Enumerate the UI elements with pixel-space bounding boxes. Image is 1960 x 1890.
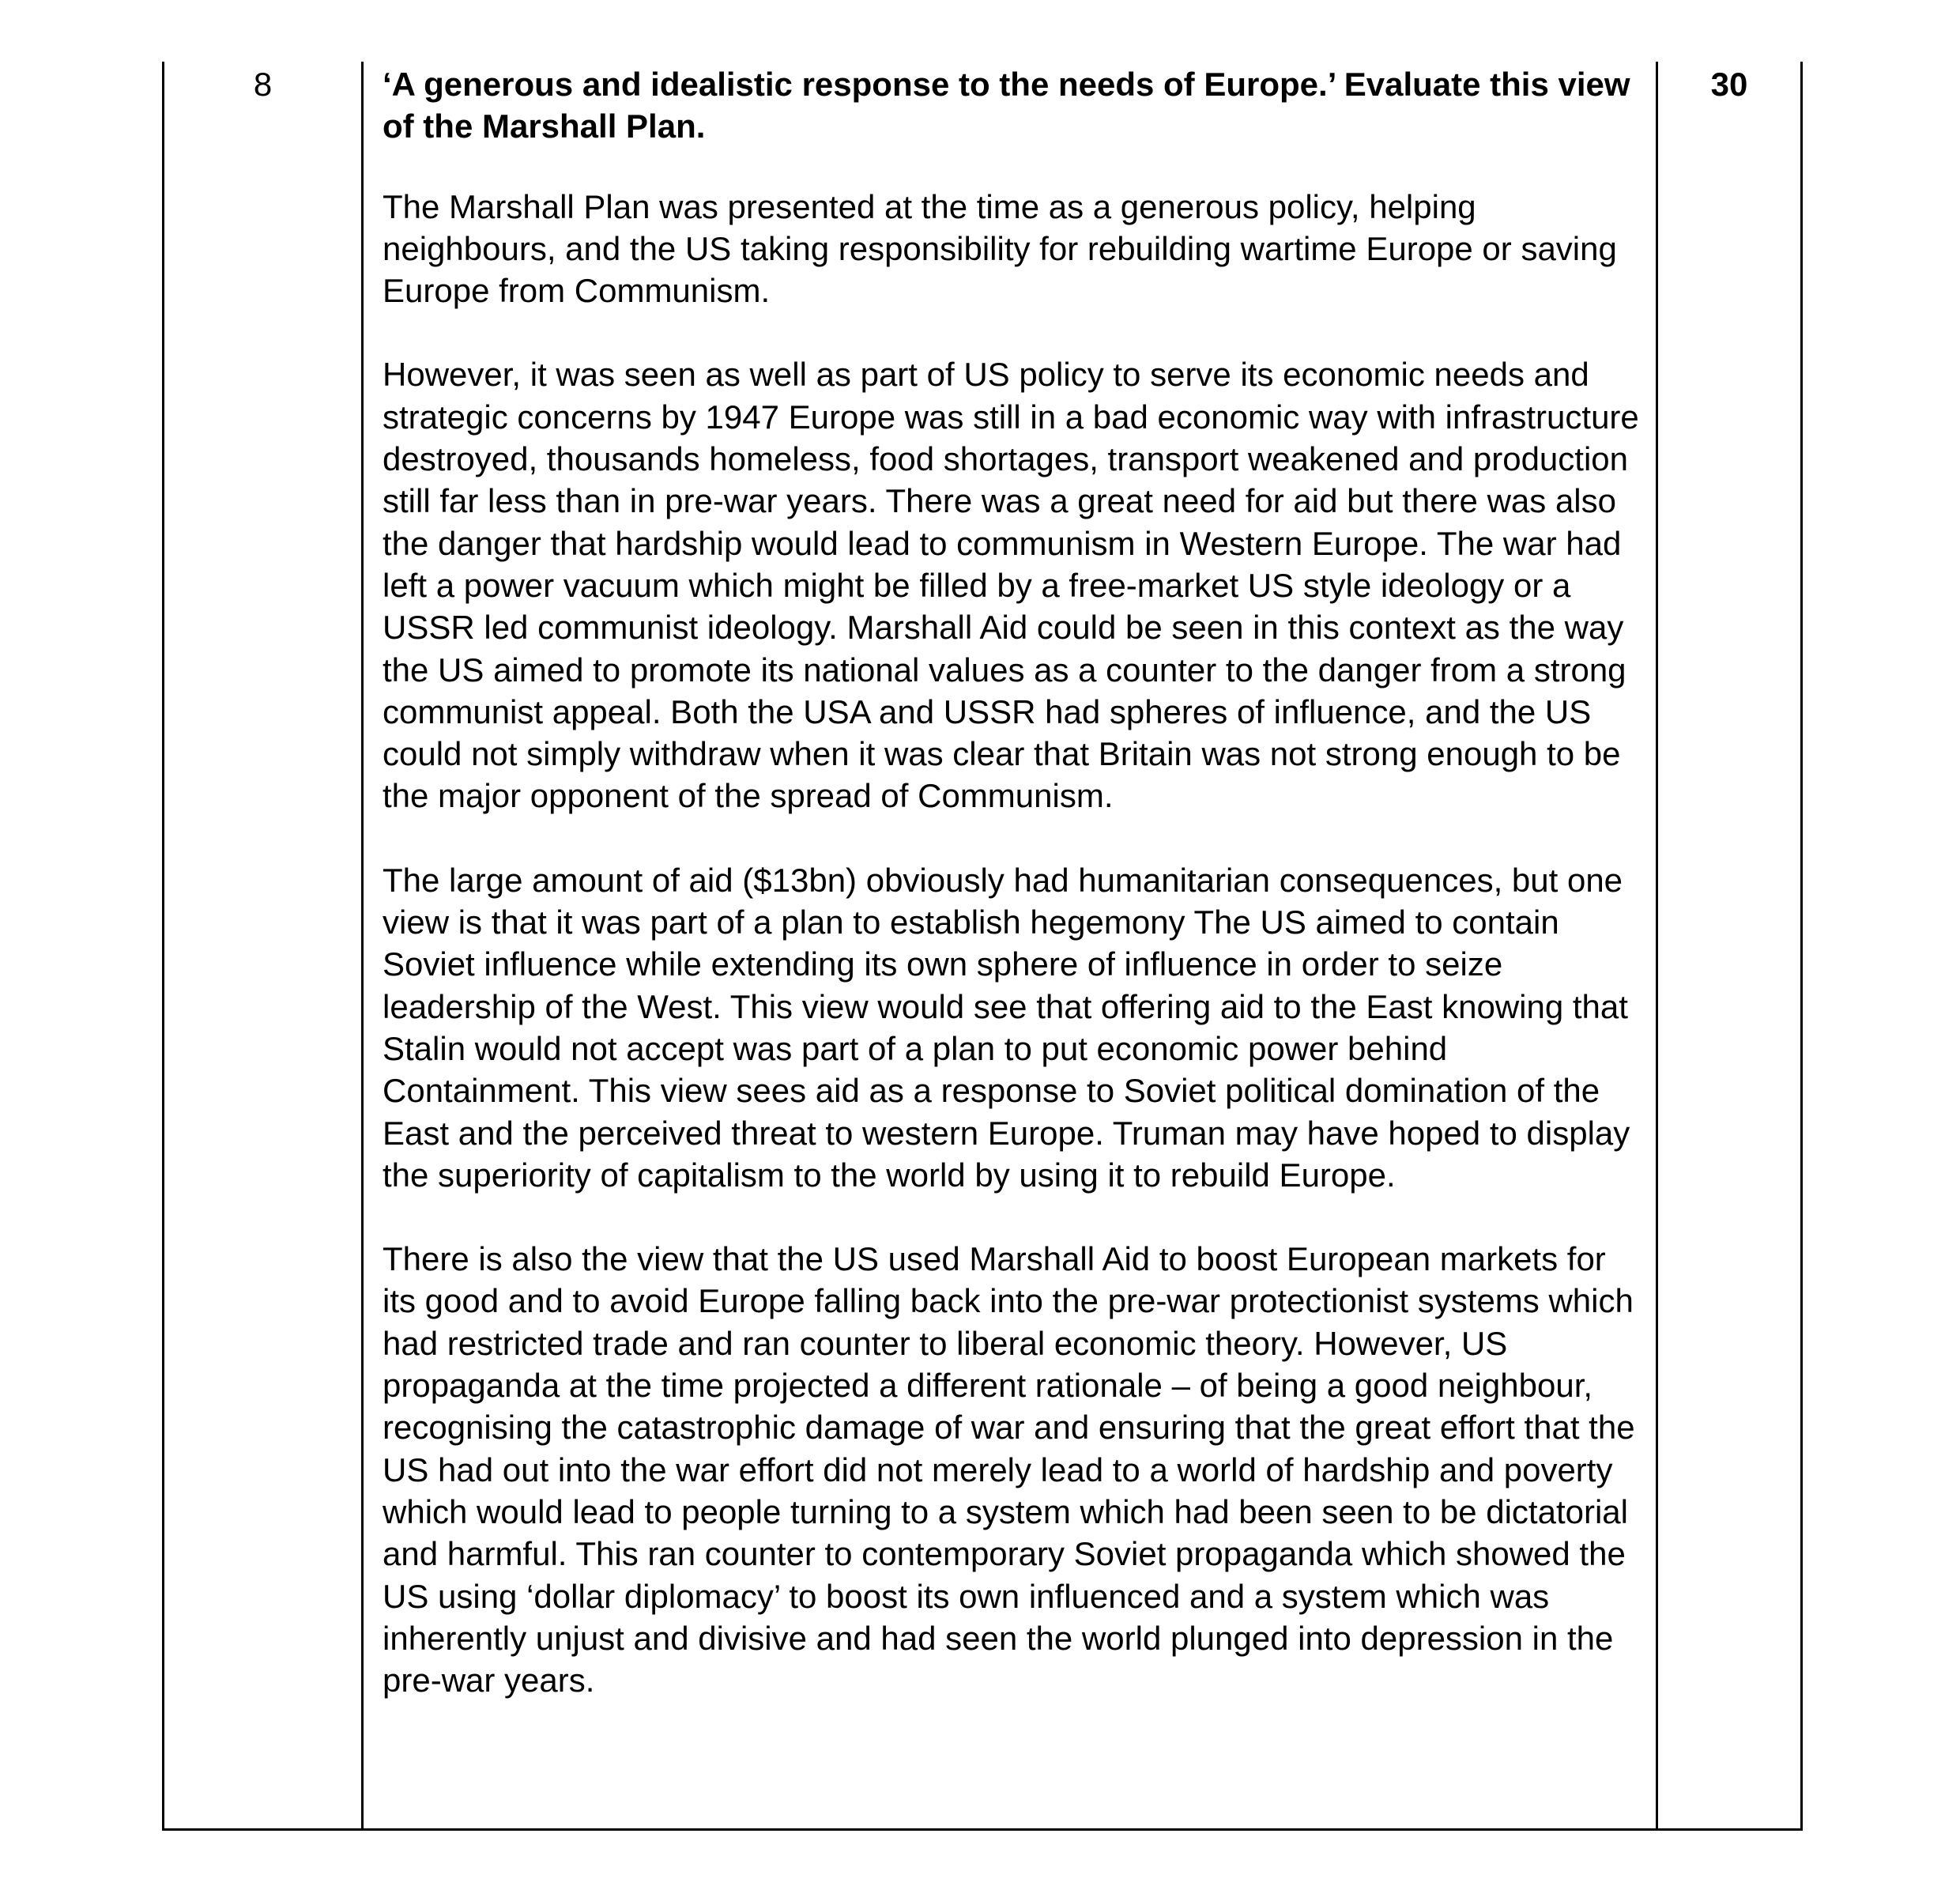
question-number: 8 <box>253 66 273 103</box>
mark-scheme-table <box>162 62 1803 1831</box>
marks-value: 30 <box>1710 66 1748 103</box>
answer-paragraph: The large amount of aid ($13bn) obviously had humanitarian consequences, but one view is that it was part of a plan to establish hegemony The US aimed to contain Soviet influence while extending its own sphere of influence in order to seize leadership of the West. This view would see that offering aid to the East knowing that Stalin would not accept was part of a plan to put economic power behind Containment. This view sees aid as a response to Soviet political domination of the East and the perceived threat to western Europe. Truman may have hoped to display the superiority of capitalism to the world by using it to rebuild Europe. <box>383 861 1630 1194</box>
question-prompt: ‘A generous and idealistic response to the needs of Europe.’ Evaluate this view of the Marshall Plan. <box>383 66 1630 145</box>
column-divider <box>1656 62 1658 1828</box>
answer-cell <box>383 63 1647 1701</box>
answer-paragraph: However, it was seen as well as part of US policy to serve its economic needs and strategic concerns by 1947 Europe was still in a bad economic way with infrastructure destroyed, thousands homeless, food shortages, transport weakened and production still far less than in pre-war years. There was a great need for aid but there was also the danger that hardship would lead to communism in Western Europe. The war had left a power vacuum which might be filled by a free-market US style ideology or a USSR led communist ideology. Marshall Aid could be seen in this context as the way the US aimed to promote its national values as a counter to the danger from a strong communist appeal. Both the USA and USSR had spheres of influence, and the US could not simply withdraw when it was clear that Britain was not strong enough to be the major opponent of the spread of Communism. <box>383 356 1639 815</box>
column-divider <box>361 62 364 1828</box>
answer-paragraph: There is also the view that the US used Marshall Aid to boost European markets for its good and to avoid Europe falling back into the pre-war protectionist systems which had restricted trade and ran counter to liberal economic theory. However, US propaganda at the time projected a different rationale – of being a good neighbour, recognising the catastrophic damage of war and ensuring that the great effort that the US had out into the war effort did not merely lead to a world of hardship and poverty which would lead to people turning to a system which had been seen to be dictatorial and harmful. This ran counter to contemporary Soviet propaganda which showed the US using ‘dollar diplomacy’ to boost its own influenced and a system which was inherently unjust and divisive and had seen the world plunged into depression in the pre-war years. <box>383 1240 1635 1699</box>
answer-paragraph: The Marshall Plan was presented at the time as a generous policy, helping neighbours, and the US taking responsibility for rebuilding wartime Europe or saving Europe from Communism. <box>383 187 1617 310</box>
